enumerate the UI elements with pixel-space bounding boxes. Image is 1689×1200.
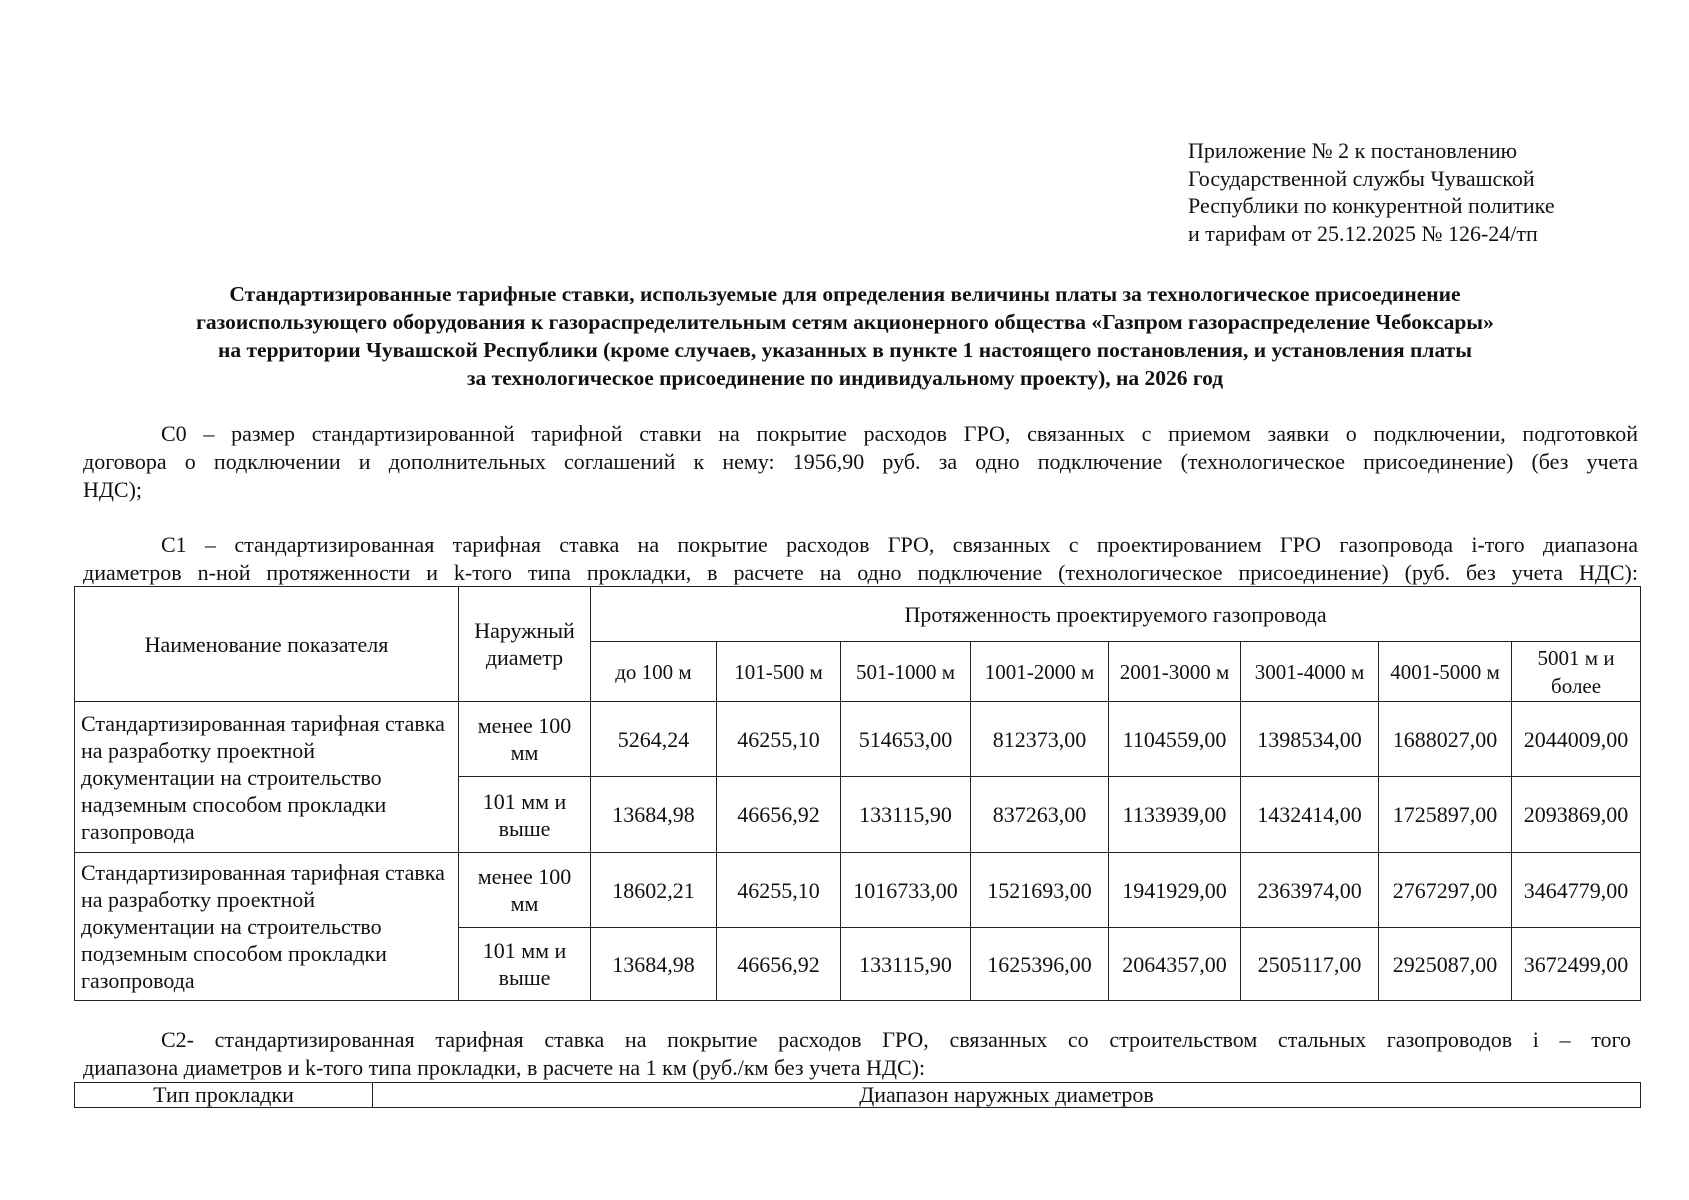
length-header: 101-500 м (717, 642, 841, 702)
value-cell: 2505117,00 (1241, 928, 1379, 1001)
value-cell: 1016733,00 (841, 853, 971, 928)
diameter-cell: менее 100 мм (459, 702, 591, 777)
table-row (75, 702, 1641, 777)
value-cell: 514653,00 (841, 702, 971, 777)
col-name-header: Наименование показателя (75, 587, 459, 702)
value-cell: 837263,00 (971, 777, 1109, 853)
appendix-line: Республики по конкурентной политике (1188, 193, 1555, 218)
value-cell: 133115,90 (841, 777, 971, 853)
value-cell: 46255,10 (717, 853, 841, 928)
value-cell: 2767297,00 (1379, 853, 1512, 928)
value-cell: 812373,00 (971, 702, 1109, 777)
value-cell: 18602,21 (591, 853, 717, 928)
appendix-line: Государственной службы Чувашской (1188, 165, 1535, 191)
value-cell: 1432414,00 (1241, 777, 1379, 853)
appendix-header (1188, 137, 1668, 247)
length-header: 4001-5000 м (1379, 642, 1512, 702)
value-cell: 1398534,00 (1241, 702, 1379, 777)
value-cell: 13684,98 (591, 777, 717, 853)
value-cell: 46656,92 (717, 928, 841, 1001)
col-type-header: Тип прокладки (75, 1083, 373, 1108)
value-cell: 3464779,00 (1512, 853, 1641, 928)
c2-paragraph (83, 1026, 1631, 1082)
c2-line: диапазона диаметров и k-того типа прокладки, в расчете на 1 км (руб./км без учета НДС): (83, 1055, 926, 1080)
title-line: за технологическое присоединение по индивидуальному проекту), на 2026 год (466, 366, 1224, 390)
c1-paragraph (83, 531, 1638, 587)
value-cell: 1521693,00 (971, 853, 1109, 928)
value-cell: 13684,98 (591, 928, 717, 1001)
length-header: 3001-4000 м (1241, 642, 1379, 702)
c0-line: договора о подключении и дополнительных соглашений к нему: 1956,90 руб. за одно подключение (технологическое присоединение) (без учета (83, 449, 1638, 474)
length-header: 501-1000 м (841, 642, 971, 702)
indicator-name: Стандартизированная тарифная ставка на разработку проектной документации на строительство надземным способом прокладки газопровода (75, 702, 459, 853)
c2-tariff-table (74, 1082, 1641, 1108)
value-cell: 2093869,00 (1512, 777, 1641, 853)
value-cell: 2363974,00 (1241, 853, 1379, 928)
value-cell: 46656,92 (717, 777, 841, 853)
c1-line: С1 – стандартизированная тарифная ставка на покрытие расходов ГРО, связанных с проектированием ГРО газопровода i-того диапазона (161, 532, 1638, 557)
length-group-header: Протяженность проектируемого газопровода (591, 587, 1641, 642)
table-row (75, 853, 1641, 928)
indicator-name: Стандартизированная тарифная ставка на разработку проектной документации на строительство подземным способом прокладки газопровода (75, 853, 459, 1001)
appendix-line: Приложение № 2 к постановлению (1188, 138, 1518, 163)
value-cell: 2064357,00 (1109, 928, 1241, 1001)
diameter-cell: 101 мм и выше (459, 928, 591, 1001)
title-line: газоиспользующего оборудования к газораспределительным сетям акционерного общества «Газпром газораспределение Чебоксары» (196, 310, 1494, 334)
col-diameter-header: Наружный диаметр (459, 587, 591, 702)
c1-line: диаметров n-ной протяженности и k-того типа прокладки, в расчете на одно подключение (технологическое присоединение) (руб. без учета НДС): (83, 560, 1638, 585)
document-title (60, 280, 1630, 392)
value-cell: 1104559,00 (1109, 702, 1241, 777)
diameter-cell: менее 100 мм (459, 853, 591, 928)
length-header: 2001-3000 м (1109, 642, 1241, 702)
value-cell: 46255,10 (717, 702, 841, 777)
c1-tariff-table (74, 586, 1641, 1001)
value-cell: 2044009,00 (1512, 702, 1641, 777)
title-line: на территории Чувашской Республики (кроме случаев, указанных в пункте 1 настоящего постановления, и установления платы (217, 338, 1472, 362)
c0-line: С0 – размер стандартизированной тарифной ставки на покрытие расходов ГРО, связанных с приемом заявки о подключении, подготовкой (161, 421, 1638, 446)
c0-line: НДС); (83, 477, 143, 502)
length-header: до 100 м (591, 642, 717, 702)
c2-line: С2- стандартизированная тарифная ставка на покрытие расходов ГРО, связанных со строительством стальных газопроводов i – того (161, 1027, 1631, 1052)
diameter-cell: 101 мм и выше (459, 777, 591, 853)
value-cell: 1133939,00 (1109, 777, 1241, 853)
value-cell: 1941929,00 (1109, 853, 1241, 928)
value-cell: 1725897,00 (1379, 777, 1512, 853)
value-cell: 3672499,00 (1512, 928, 1641, 1001)
appendix-line: и тарифам от 25.12.2025 № 126-24/тп (1188, 220, 1538, 246)
value-cell: 133115,90 (841, 928, 971, 1001)
value-cell: 5264,24 (591, 702, 717, 777)
value-cell: 2925087,00 (1379, 928, 1512, 1001)
col-range-header: Диапазон наружных диаметров (373, 1083, 1641, 1108)
c0-paragraph (83, 420, 1638, 504)
value-cell: 1625396,00 (971, 928, 1109, 1001)
length-header: 1001-2000 м (971, 642, 1109, 702)
length-header: 5001 м и более (1512, 642, 1641, 702)
title-line: Стандартизированные тарифные ставки, используемые для определения величины платы за технологическое присоединение (229, 282, 1461, 306)
value-cell: 1688027,00 (1379, 702, 1512, 777)
